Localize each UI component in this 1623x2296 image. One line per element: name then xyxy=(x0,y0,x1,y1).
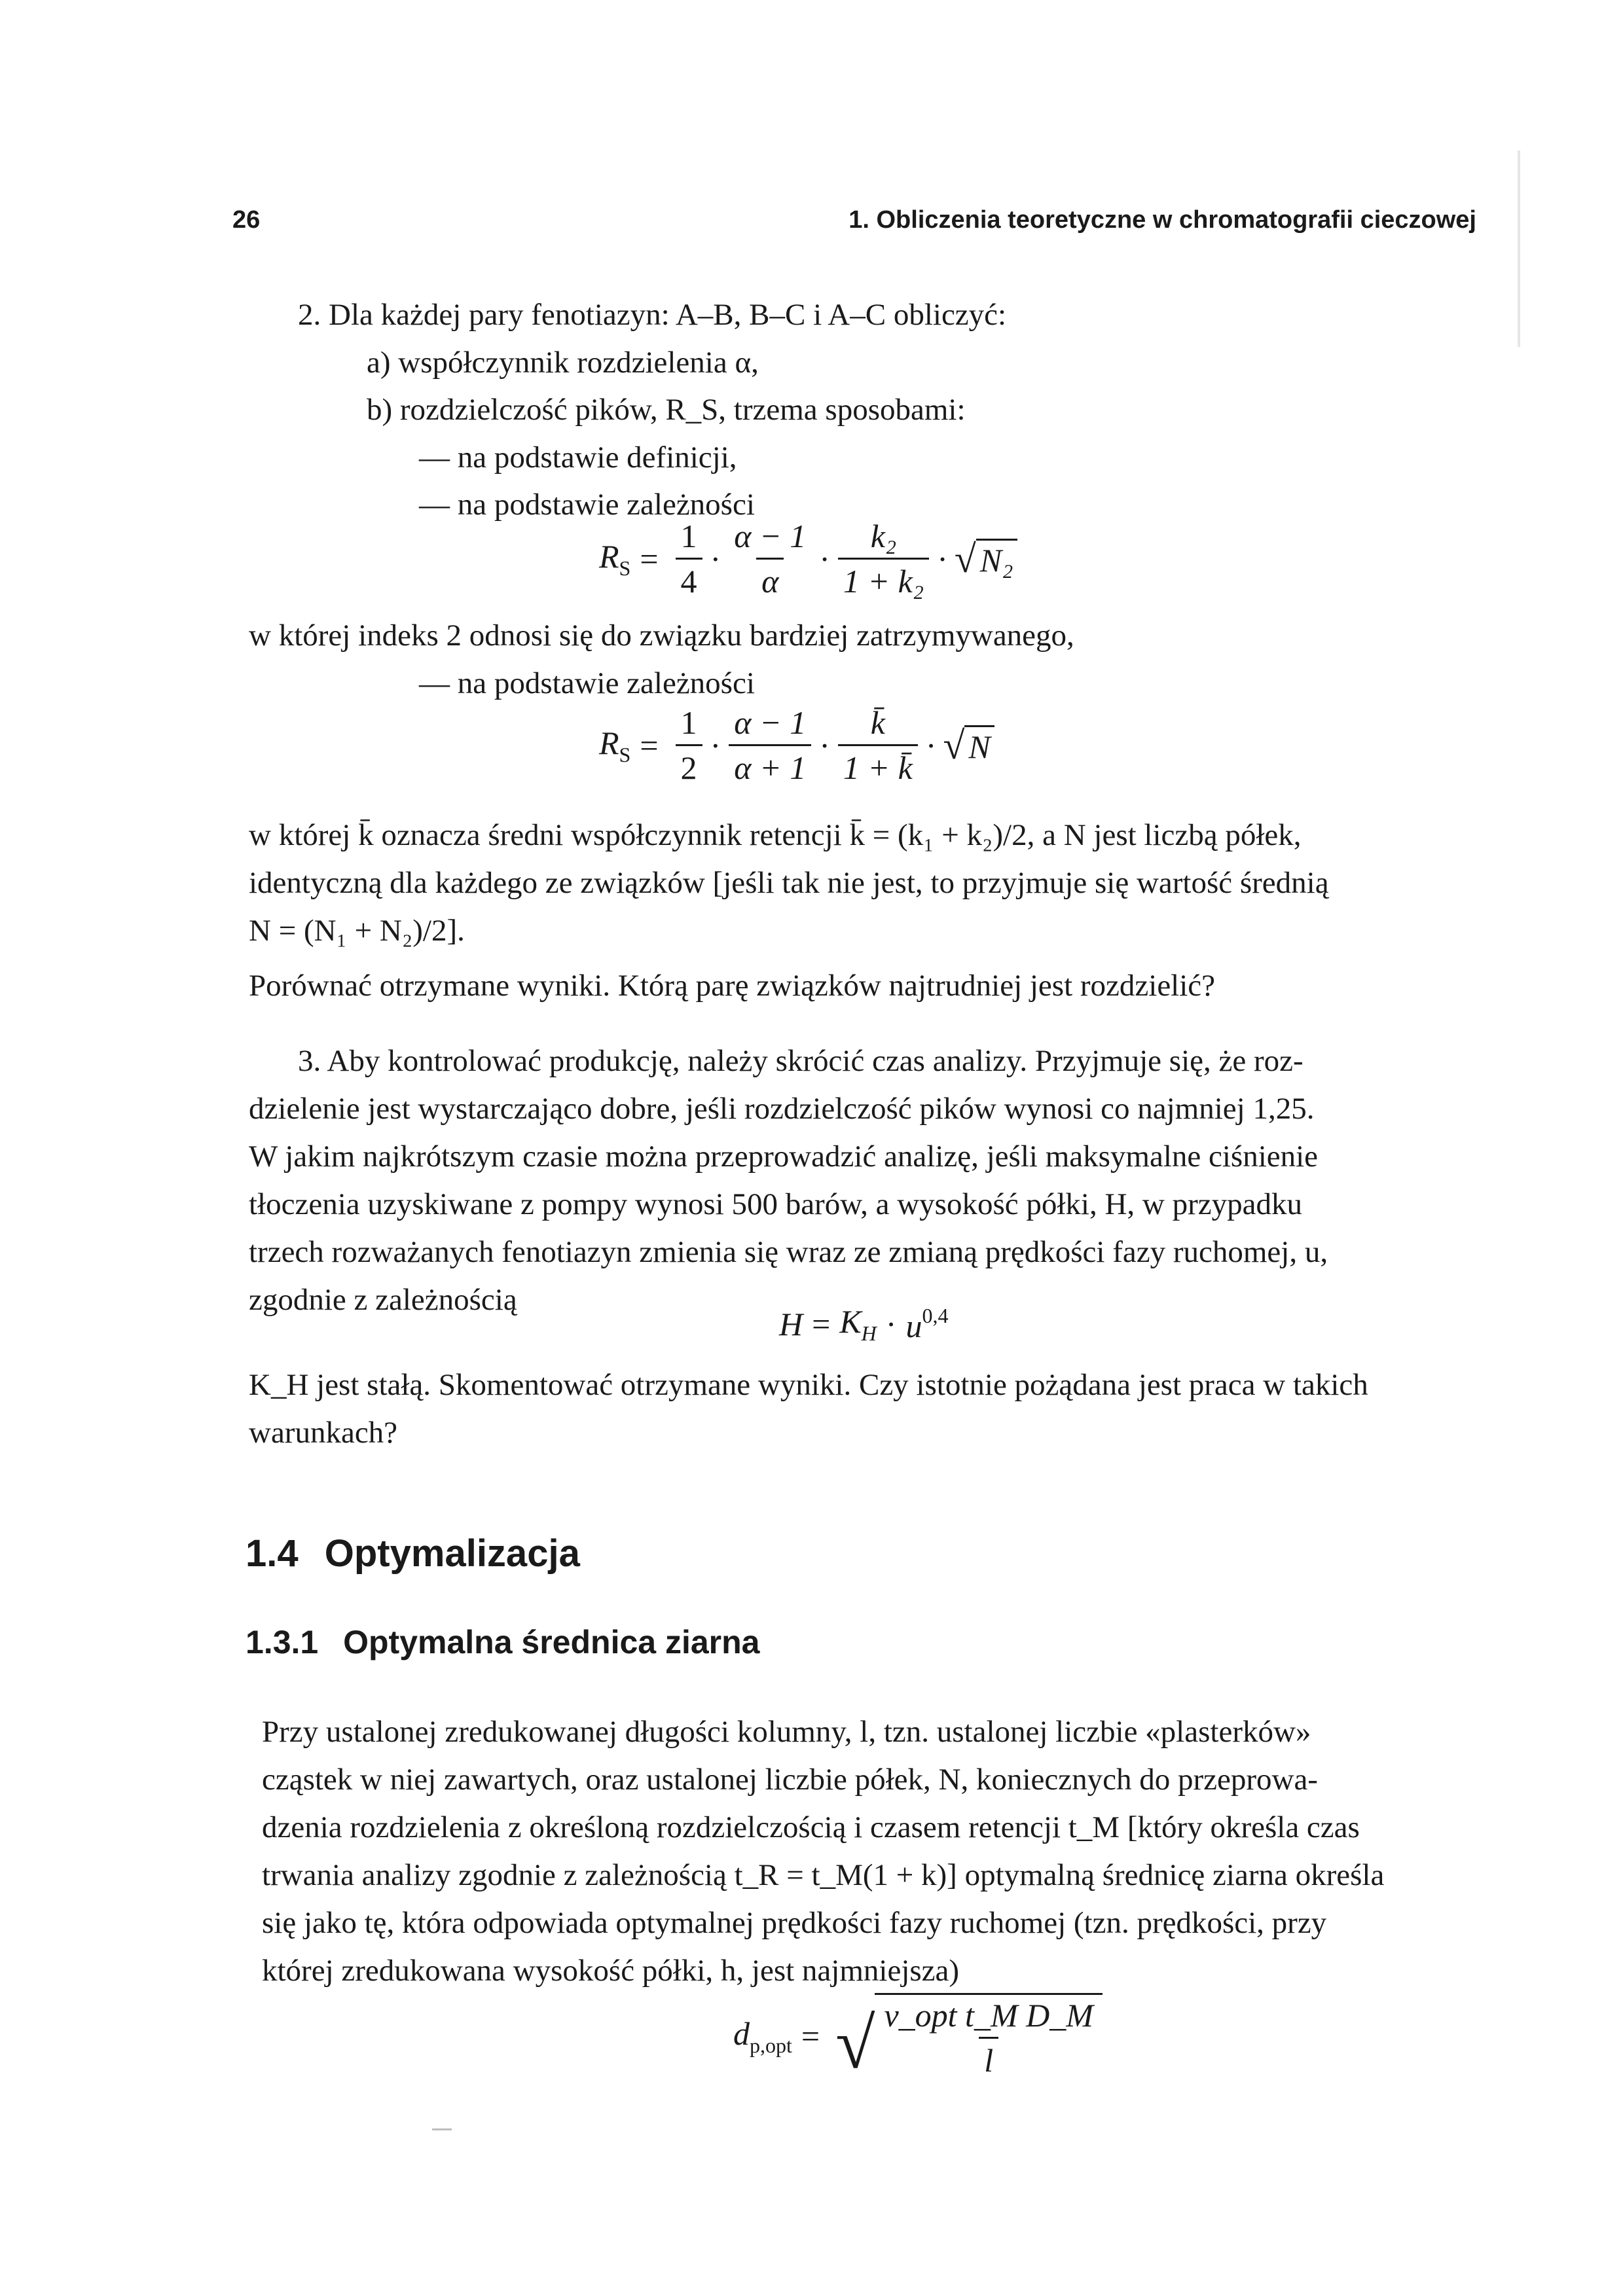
body-line-1: Przy ustalonej zredukowanej długości kolumny, l, tzn. ustalonej liczbie «plasterków» xyxy=(262,1715,1311,1749)
running-head: 1. Obliczenia teoretyczne w chromatografii cieczowej xyxy=(848,206,1476,234)
formula-3-lhs: H xyxy=(779,1306,803,1342)
exercise-3-after-1: K_H jest stałą. Skomentować otrzymane wyniki. Czy istotnie pożądana jest praca w takich xyxy=(249,1368,1368,1402)
exercise-2-item-a: a) współczynnik rozdzielenia α, xyxy=(367,346,759,380)
page-header xyxy=(232,206,1476,252)
formula-3-equals: = xyxy=(812,1306,831,1342)
exercise-3-line-1: 3. Aby kontrolować produkcję, należy skrócić czas analizy. Przyjmuje się, że roz- xyxy=(298,1044,1304,1078)
formula-dp-opt xyxy=(733,1993,1103,2083)
section-title: Optymalizacja xyxy=(324,1532,580,1575)
formula-2-equals: = xyxy=(640,726,659,764)
formula-3-exp: 0,4 xyxy=(922,1303,949,1327)
formula-4-lhs-sub: p,opt xyxy=(750,2034,792,2057)
formula-2-f3-den: 1 + k̄ xyxy=(838,744,918,787)
exercise-2-dash-1: — na podstawie definicji, xyxy=(419,440,737,475)
sqrt-icon: √ xyxy=(943,724,965,767)
formula-2-f2-den: α + 1 xyxy=(729,744,811,787)
scan-margin-shadow xyxy=(1518,151,1520,347)
exercise-3-line-5: trzech rozważanych fenotiazyn zmienia się wraz ze zmianą prędkości fazy ruchomej, u, xyxy=(249,1235,1328,1269)
section-heading xyxy=(246,1532,580,1575)
section-number: 1.4 xyxy=(246,1532,299,1575)
exercise-3-line-6: zgodnie z zależnością xyxy=(249,1283,517,1317)
sqrt-icon: √ xyxy=(835,2003,875,2083)
body-line-3: dzenia rozdzielenia z określoną rozdzielczością i czasem retencji t_M [który określa czas xyxy=(262,1810,1360,1844)
formula-1-f1-den: 4 xyxy=(676,558,702,600)
formula-2-lhs: R xyxy=(599,724,619,761)
body-line-6: której zredukowana wysokość półki, h, jest najmniejsza) xyxy=(262,1954,960,1988)
formula-2-sqrt-body: N xyxy=(964,725,994,765)
exercise-3-line-3: W jakim najkrótszym czasie można przeprowadzić analizę, jeśli maksymalne ciśnienie xyxy=(249,1139,1319,1174)
exercise-3-line-4: tłoczenia uzyskiwane z pompy wynosi 500 barów, a wysokość półki, H, w przypadku xyxy=(249,1187,1302,1221)
scan-mark xyxy=(432,2128,452,2130)
formula-1-f3-num: k₂ xyxy=(870,518,897,554)
formula-1-lhs: R xyxy=(599,537,619,575)
exercise-2-dash-3: — na podstawie zależności xyxy=(419,666,755,700)
exercise-2-note-1: w której indeks 2 odnosi się do związku bardziej zatrzymywanego, xyxy=(249,619,1074,653)
formula-2-f3-num: k̄ xyxy=(870,704,885,741)
formula-4-fraction xyxy=(879,1996,1098,2079)
exercise-2-dash-2: — na podstawie zależności xyxy=(419,488,755,522)
formula-1-sqrt-body: N₂ xyxy=(976,539,1017,579)
formula-3-k: K xyxy=(839,1303,862,1340)
exercise-3-line-2: dzielenie jest wystarczająco dobre, jeśli rozdzielczość pików wynosi co najmniej 1,25. xyxy=(249,1092,1315,1126)
formula-3-k-sub: H xyxy=(861,1321,877,1345)
formula-2-lhs-sub: S xyxy=(619,742,631,766)
formula-4-equals: = xyxy=(801,2018,820,2054)
body-line-2: cząstek w niej zawartych, oraz ustalonej liczbie półek, N, koniecznych do przeprowa- xyxy=(262,1763,1318,1797)
formula-1-fraction-1 xyxy=(676,517,702,600)
formula-3-dot: · xyxy=(885,1306,897,1342)
formula-rs-2 xyxy=(599,704,994,787)
exercise-2-note-2-line-1: w której k̄ oznacza średni współczynnik retencji k̄ = (k₁ + k₂)/2, a N jest liczbą półek, xyxy=(249,818,1302,852)
page-number: 26 xyxy=(232,206,261,234)
exercise-2-note-2-line-3: N = (N₁ + N₂)/2]. xyxy=(249,914,465,948)
formula-2-f2-num: α − 1 xyxy=(734,704,807,741)
formula-2-dot-1: · xyxy=(710,726,721,764)
formula-2-fraction-3 xyxy=(838,704,918,787)
formula-2-dot-3: · xyxy=(925,726,937,764)
formula-1-fraction-3 xyxy=(838,517,929,600)
formula-1-f3-den: 1 + k₂ xyxy=(838,558,929,600)
formula-1-f1-num: 1 xyxy=(680,518,697,554)
body-line-4: trwania analizy zgodnie z zależnością t_R = t_M(1 + k)] optymalną średnicę ziarna określa xyxy=(262,1858,1385,1892)
subsection-heading xyxy=(246,1623,759,1661)
subsection-number: 1.3.1 xyxy=(246,1624,319,1660)
formula-1-dot-3: · xyxy=(937,540,948,577)
formula-2-sqrt xyxy=(943,725,994,765)
formula-1-sqrt xyxy=(955,539,1017,579)
formula-4-sqrt-body xyxy=(875,1993,1102,2079)
formula-1-dot-1: · xyxy=(710,540,721,577)
exercise-2-intro: 2. Dla każdej pary fenotiazyn: A–B, B–C i A–C obliczyć: xyxy=(298,298,1007,332)
formula-2-dot-2: · xyxy=(819,726,830,764)
formula-4-sqrt xyxy=(835,1993,1103,2083)
formula-h xyxy=(779,1302,948,1346)
formula-2-f1-num: 1 xyxy=(680,704,697,741)
sqrt-icon: √ xyxy=(954,537,976,581)
exercise-2-item-b: b) rozdzielczość pików, R_S, trzema sposobami: xyxy=(367,393,966,427)
formula-4-num: v_opt t_M D_M xyxy=(884,1997,1093,2034)
formula-2-f1-den: 2 xyxy=(676,744,702,787)
formula-4-lhs: d xyxy=(733,2015,750,2052)
exercise-2-compare: Porównać otrzymane wyniki. Którą parę związków najtrudniej jest rozdzielić? xyxy=(249,969,1216,1003)
exercise-3-after-2: warunkach? xyxy=(249,1416,398,1450)
formula-rs-1 xyxy=(599,517,1017,600)
body-line-5: się jako tę, która odpowiada optymalnej prędkości fazy ruchomej (tzn. prędkości, przy xyxy=(262,1906,1327,1940)
formula-1-fraction-2 xyxy=(729,517,811,600)
subsection-title: Optymalna średnica ziarna xyxy=(343,1624,760,1660)
formula-2-fraction-1 xyxy=(676,704,702,787)
formula-3-u: u xyxy=(905,1307,922,1344)
exercise-2-note-2-line-2: identyczną dla każdego ze związków [jeśli tak nie jest, to przyjmuje się wartość średnią xyxy=(249,866,1329,900)
formula-1-f2-num: α − 1 xyxy=(734,518,807,554)
formula-1-dot-2: · xyxy=(819,540,830,577)
formula-4-den: l xyxy=(979,2037,998,2079)
formula-1-lhs-sub: S xyxy=(619,556,631,580)
formula-1-equals: = xyxy=(640,540,659,577)
formula-2-fraction-2 xyxy=(729,704,811,787)
formula-1-f2-den: α xyxy=(756,558,784,600)
